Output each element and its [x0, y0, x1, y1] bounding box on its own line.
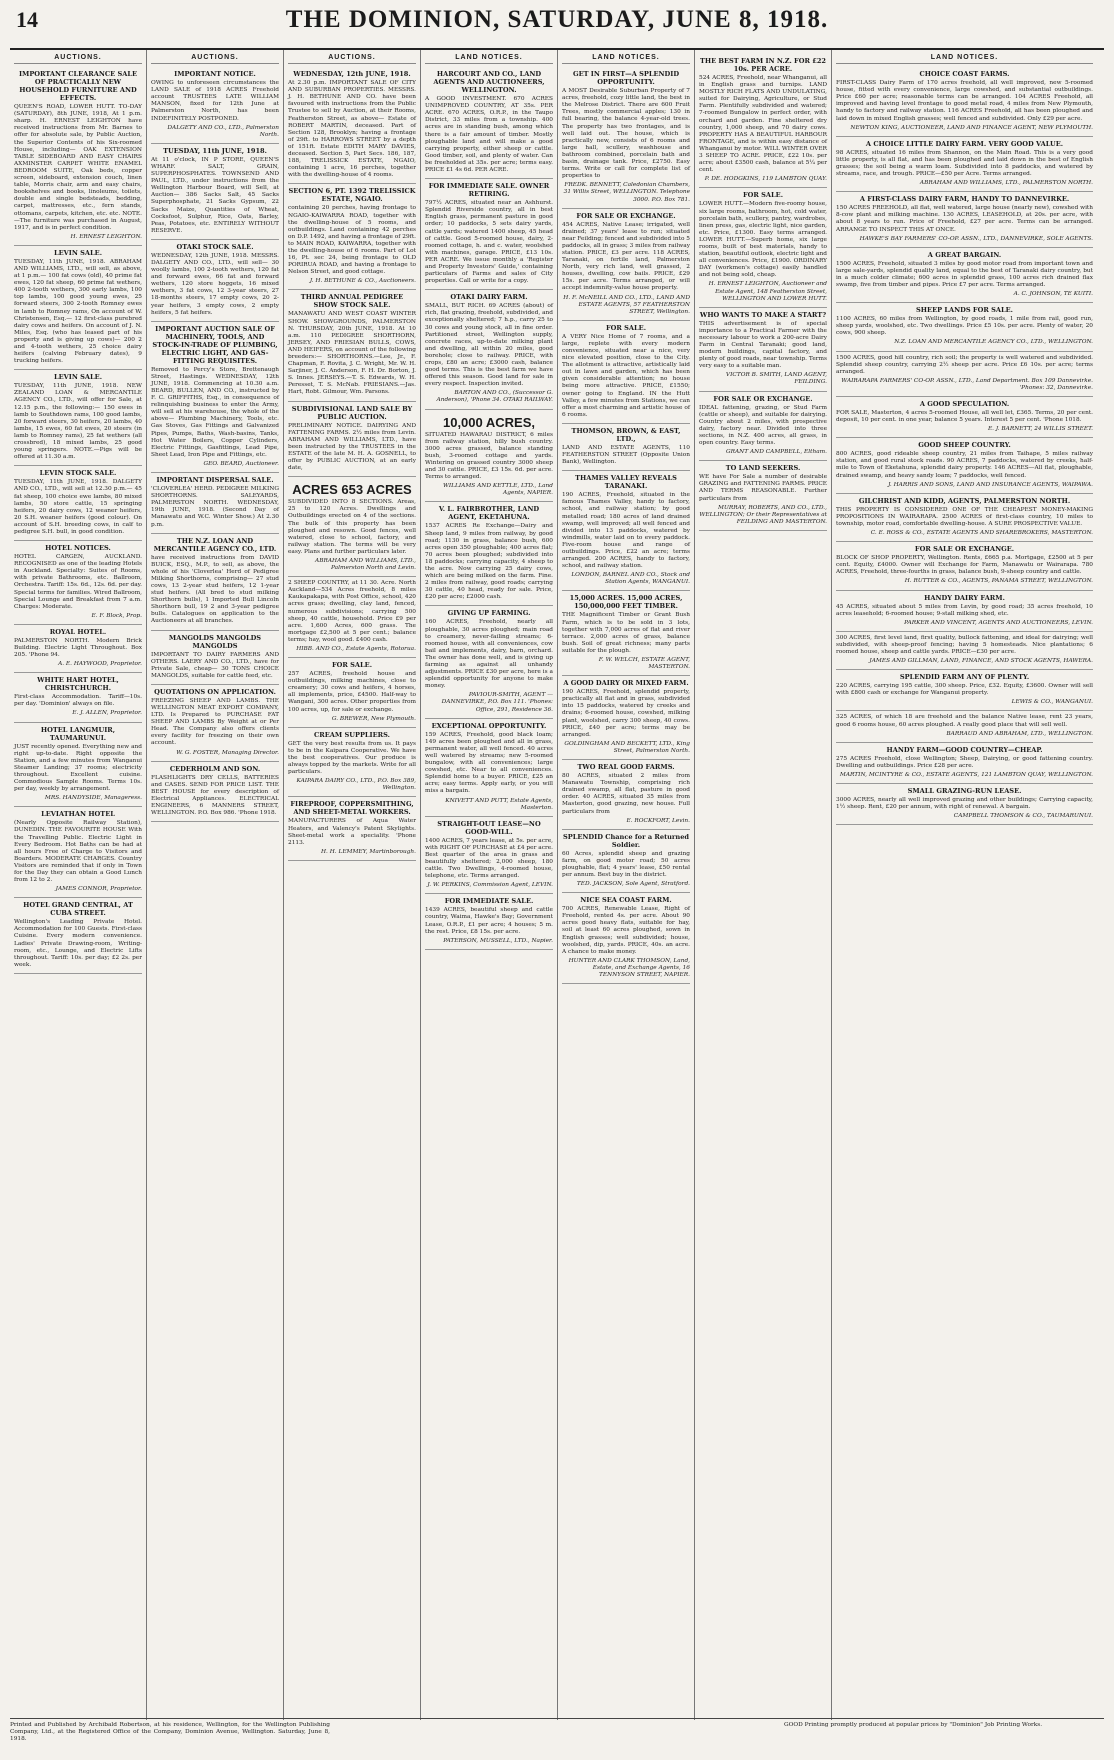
ad-title: WEDNESDAY, 12th JUNE, 1918. — [293, 70, 411, 79]
ad-signature: H. F. McNEILL AND CO., LTD., LAND AND ESTATE AGENTS, 57 FEATHERSTON STREET, Wellington. — [563, 294, 690, 315]
ad-body: WE have For Sale a number of desirable GRAZING and FATTENING FARMS. PRICE AND TERMS REASONABLE. Further particulars from — [699, 474, 827, 502]
ad-signature: WAIRARAPA FARMERS' CO-OP. ASSN., LTD., Land Department. Box 109 Dannevirke. 'Phones: 32, Dannevirke. — [841, 377, 1093, 391]
ad-title: STRAIGHT-OUT LEASE—NO GOOD-WILL. — [437, 819, 541, 836]
ad-body: MANAWATU AND WEST COAST WINTER SHOW. SHOWGROUNDS, PALMERSTON N. THURSDAY, 20th JUNE, 1918. At 10 a.m. 110 PEDIGREE SHORTHORN, JERSEY, AND FRIESIAN BULLS, COWS, AND HEIFERS, on account of the following breeders:— SHORTHORNS.—Lee, Jr., F. Chapman, F. Rovita, J. C. Wright, Mr. W. H. Sarjiner, J. C. Anderson, F. H. Dr. Borton, J. S. Innes. JERSEYS.—T. S. Edwards, W. H. Peresset, T. S. McNab. FRIESIANS.—Jas. Hart, Robt. Gilmour, Wm. Parsons. — [288, 311, 416, 396]
ad-body: 1500 ACRES, Freehold, situated 3 miles by good motor road from important town and large sale-yards, splendid quality land, equal to the best of Taranaki dairy country, but in a much colder climate; 600 acres in splendid grass, 100 acres rich drained flax swamp, five from timber and pipes. Price £7 per acre. Terms arranged. — [836, 260, 1093, 288]
ad-title: IMPORTANT AUCTION SALE OF MACHINERY, TOOLS, AND STOCK-IN-TRADE OF PLUMBING, ELECTRIC LIGHT, AND GAS-FITTING REQUISITES. — [152, 324, 278, 365]
advertisement — [288, 67, 416, 184]
ad-signature: GOLDINGHAM AND BECKETT, LTD., King Street, Palmerston North. — [564, 740, 690, 754]
advertisement — [151, 67, 279, 144]
ad-body: At 11 o'clock, IN P STORE, QUEEN'S WHARF. SALT, GRAIN, SUPERPHOSPHATES. TOWNSEND AND PAUL, LTD., under instructions from the Wellington Harbour Board, will Sell, at Auction— 386 Sacks Salt, 45 Sacks Superphosphate, 21 Sacks Gypsum, 22 Sacks Maize, Quantities of Wheat, Cocksfoot, Sulphur, Rice, Oats, Barley, Peas, Potatoes, etc. ENTIRELY WITHOUT RESERVE. — [151, 156, 279, 234]
ad-title: WHITE HART HOTEL, CHRISTCHURCH. — [37, 676, 119, 693]
ad-title: A GOOD SPECULATION. — [919, 400, 1010, 408]
ad-signature: F. W. WELCH, ESTATE AGENT, MASTERTON. — [598, 657, 690, 671]
ad-body: THE Magnificent Timber or Grant Bush Farm, which is to be sold in 3 lots, together with 7,000 acres of flat and river terrace. 2,000 acres of grass, balance bush. Soil of great richness; many parts suitable for the plough. — [562, 612, 690, 654]
ad-signature: WILLIAMS AND KETTLE, LTD., Land Agents, NAPIER. — [442, 483, 553, 497]
advertisement — [14, 673, 142, 722]
ad-body: LAND AND ESTATE AGENTS, 110 FEATHERSTON STREET (Opposite Union Bank), Wellington. — [562, 444, 690, 466]
advertisement — [425, 290, 553, 409]
ad-signature: NEWTON KING, AUCTIONEER, LAND AND FINANCE AGENT, NEW PLYMOUTH. — [850, 124, 1093, 131]
advertisement — [836, 438, 1093, 493]
ad-title: GET IN FIRST—A SPLENDID OPPORTUNITY. — [572, 70, 680, 87]
ad-body: SMALL, BUT RICH. 69 ACRES (about) of rich, flat grazing, freehold, subdivided, and exceptionally sheltered; 7 h.p., carry 25 to 30 cows and young stock, all in fine order. Partitioned street, Wellington supply, concrete races, up-to-date milking plant and dwelling, all within 20 miles, good borehole; close to railway. PRICE, with crops, £80 an acre; £3000 cash, balance good terms. This is the best farm we have offered this season. Good land for sale in every respect. Inspection invited. — [425, 303, 553, 388]
advertisement — [425, 179, 553, 290]
ad-title: IMPORTANT NOTICE. — [174, 70, 256, 79]
ad-signature: E. ROCKFORT, Levin. — [626, 817, 690, 824]
advertisement — [836, 591, 1093, 632]
ad-signature: KAIPARA DAIRY CO., LTD., P.O. Box 389, Wellington. — [296, 778, 416, 792]
ad-signature: MRS. HANDYSIDE, Manageress. — [44, 795, 142, 802]
ad-body: 190 ACRES, Freehold, splendid property, practically all flat and in grass, subdivided into 15 paddocks, watered by creeks and drains; 6-roomed house, cowshed, milking plant, woolshed, carry 300 sheep, 40 cows. PRICE, £40 per acre; terms may be arranged. — [562, 689, 690, 738]
advertisement — [562, 424, 690, 471]
ad-body: FOR SALE, Masterton, 4 acres 5-roomed House, all well let, £365. Terms, 20 per cent. deposit, 10 per cent. in one year, balance 5 years. Interest 5 per cent. 'Phone 1018. — [836, 410, 1093, 424]
ad-title: V. L. FAIRBROTHER, LAND AGENT, EKETAHUNA. — [438, 505, 540, 522]
ad-signature: E. J. BARNETT, 24 WILLIS STREET. — [987, 426, 1093, 433]
column-heading: LAND NOTICES. — [836, 54, 1093, 64]
ad-body: PALMERSTON NORTH. Modern Brick Building. Electric Light Throughout. Box 205. 'Phone 94. — [14, 637, 142, 659]
advertisement — [151, 473, 279, 534]
ad-title: THE N.Z. LOAN AND MERCANTILE AGENCY CO., LTD. — [153, 536, 277, 553]
column-1 — [10, 50, 147, 1720]
ad-title: 15,000 ACRES. 15,000 ACRES, 150,000,000 FEET TIMBER. — [569, 594, 683, 611]
ad-body: Removed to Percy's Store, Brettenaugh Street, Hastings. WEDNESDAY, 12th JUNE, 1918. Commencing at 10.30 a.m. BEARD, BULLEN, AND CO., instructed by F. C. GRIFFITHS, Esq., in consequence of relinquishing business to enter the Army, will sell at his warehouse, the whole of the above— Plumbing Machinery, Tools, etc. Gas Stoves, Gas Fittings and Galvanized Pipes, Pumps, Baths, Wash-basins, Tanks, Hot Water Boilers, Copper Cylinders, Electric Fittings, Gasfittings, Lead Pipe, Sheet Lead, Iron Pipe and Fittings, etc. — [151, 366, 279, 458]
advertisement — [562, 591, 690, 676]
ad-title: THOMSON, BROWN, & EAST, LTD., — [571, 426, 681, 443]
ad-title: TUESDAY, 11th JUNE, 1918. — [163, 146, 267, 155]
column-3 — [284, 50, 421, 1720]
ad-body: BLOCK OF SHOP PROPERTY, Wellington. Rents, £665 p.a. Mortgage, £2500 at 5 per cent. Equity, £4000. Owner will Exchange for Farm, Manawatu or Wairarapa. 780 ACRES, Freehold, three-fourths in grass, balance bush, 9-sheep country and cattle. — [836, 555, 1093, 576]
ad-title: TO LAND SEEKERS. — [725, 464, 801, 473]
ad-signature: PAVIOUR-SMITH, AGENT — DANNEVIRKE, P.O. Box 111. 'Phones: Office, 291, Residence 36. — [441, 692, 553, 713]
ad-title: CREAM SUPPLIERS. — [314, 730, 390, 739]
printing-ad: GOOD Printing promptly produced at popular prices by "Dominion" Job Printing Works. — [784, 1722, 1043, 1728]
ad-signature: J. HARRIS AND SONS, LAND AND INSURANCE AGENTS, WAIPAWA. — [888, 481, 1093, 488]
ad-body: SUBDIVIDED INTO 8 SECTIONS. Areas, 25 to 120 Acres. Dwellings and Outbuildings erected on 4 of the sections. The bulk of this property has been ploughed and resown. Good fences, well watered, close to school, factory, and railway station. The terms will be very easy. Plans and further particulars later. — [288, 499, 416, 555]
advertisement — [425, 894, 553, 949]
ad-body: THIS PROPERTY IS CONSIDERED ONE OF THE CHEAPEST MONEY-MAKING PROPOSITIONS IN WAIRARAPA. 2500 ACRES of first-class country, 10 miles to township, motor road, comfortable dwelling-house. A SURE PROSPECTIVE VALUE. — [836, 506, 1093, 527]
ad-title: A GOOD DAIRY OR MIXED FARM. — [563, 679, 689, 688]
ad-body: 797½ ACRES, situated near an Ashhurst. Splendid Riverside country, all in best English grass, permanent pasture in good order; 10 paddocks, 5 sets dairy yards, cattle yards; watered 1400 sheep, 45 head of cattle. Good 5-roomed house, dairy, 2-roomed cottage, h. and c. water, woolshed with machines, garage. PRICE, £13 10s. PER ACRE. We issue monthly a 'Register and Property Investors' Guide,' containing particulars of Farms and sales of City properties. Call or write for a copy. — [425, 200, 553, 285]
ad-title: HANDY FARM—GOOD COUNTRY—CHEAP. — [886, 745, 1043, 754]
ad-signature: W. G. FOSTER, Managing Director. — [176, 749, 279, 756]
ad-headline: ACRES 653 ACRES — [292, 482, 412, 498]
ad-title: IMPORTANT CLEARANCE SALE OF PRACTICALLY NEW HOUSEHOLD FURNITURE AND EFFECTS. — [18, 70, 138, 103]
ad-body: 1100 ACRES, 60 miles from Wellington, by good roads, 1 mile from rail, good run, sheep yards, woolshed, etc. Two dwellings. Price £5 10s. per acre. Plenty of water, 20 cows, 900 sheep. — [836, 316, 1093, 337]
ad-body: A GOOD INVESTMENT. 670 ACRES UNIMPROVED COUNTRY, AT 35s. PER ACRE. 670 ACRES, O.R.P., in the Taupo District, 33 miles from a township. 400 acres are in standing bush, among which there is a fair amount of timber. Mostly ploughable land and will make a good carrying property, either sheep or cattle. Good timber, soil, and plenty of water. Can be freeholded at 35s. per acre; terms easy. PRICE £1 4s 6d. PER ACRE. — [425, 96, 553, 174]
ad-signature: J. H. BETHUNE & CO., Auctioneers. — [309, 278, 416, 285]
ad-body: (Nearly Opposite Railway Station), DUNEDIN. THE FAVOURITE HOUSE With the Travelling Public. Electric Light in Every Bedroom. Hot Baths can be had at all hours Free of Charge to Visitors and Boarders. MODERATE CHARGES. Country Visitors are reminded that if only in Town for the Day they can obtain a Good Lunch from 12 to 2. — [14, 820, 142, 884]
ad-signature: H. H. LEMMEY, Martinborough. — [321, 848, 416, 855]
ad-body: At 2.30 p.m. IMPORTANT SALE OF CITY AND SUBURBAN PROPERTIES. MESSRS. J. H. BETHUNE AND CO. have been favoured with instructions from the Public Trustee to sell by Auction, at their Rooms, Featherston Street, as above— Estate of ROBERT MARTIN, deceased. Part of Section 128, Brooklyn; having a frontage of 29ft. to HARROWS STREET by a depth of 151ft. Estate EDITH MARY DAVIES, deceased. Section 5, Part Secs. 186, 187, 188, TRELISSICK ESTATE, NGAIO, containing 1 acre, 16 perches, together with the dwelling-house of 4 rooms. — [288, 80, 416, 179]
advertisement — [836, 397, 1093, 438]
ad-signature: JAMES CONNOR, Proprietor. — [55, 886, 142, 893]
ad-body: containing 20 perches, having frontage to NGAIO-KAIWARRA ROAD, together with the dwelling-house of 5 rooms, and outbuildings. Land containing 42 perches on D.P. 1492, and having a frontage of 29ft. to MAIN ROAD, KAIWARRA, together with the dwelling-house of 6 rooms. Part of Lot 16, Pt. sec 24, being frontage to OLD PORIRUA ROAD, and having a frontage to Nelson Street, and good cottage. — [288, 205, 416, 276]
advertisement — [288, 290, 416, 401]
ad-signature: TED. JACKSON, Sole Agent, Stratford. — [576, 881, 690, 888]
column-5 — [558, 50, 695, 1720]
ad-body: FLASHLIGHTS DRY CELLS, BATTERIES and CASES. SEND FOR PRICE LIST. THE BEST HOUSE for every description of Electrical Appliances. ELECTRICAL ENGINEERS, 6 MANNERS STREET, WELLINGTON. P.O. Box 986. 'Phone 1918. — [151, 774, 279, 817]
ad-signature: G. BREWER, New Plymouth. — [331, 715, 416, 722]
ad-title: LEVIN STOCK SALE. — [39, 469, 117, 478]
advertisement — [699, 392, 827, 462]
column-2 — [147, 50, 284, 1720]
advertisement — [425, 67, 553, 179]
advertisement — [836, 248, 1093, 303]
ad-body: IMPORTANT TO DAIRY FARMERS AND OTHERS. LAERY AND CO., LTD., have for Private Sale, cheap— 30 TONS CHOICE MANGOLDS, suitable for cattle feed, etc. — [151, 651, 279, 679]
ad-body: 454 ACRES, Native Lease; irrigated, well drained; 37 years' lease to run; situated near Feilding; fenced and subdivided into 5 paddocks, all in grass; 3 miles from railway station. PRICE, £3 per acre. 118 ACRES, Taranaki, on fertile land, Palmerston North, very rich land, well grassed, 2 houses, dwelling, cow bails. PRICE, £29 15s. per acre. Terms arranged, or will accept indemnity-value house property. — [562, 221, 690, 292]
ad-title: THAMES VALLEY REVEALS TARANAKI. — [575, 474, 677, 491]
ad-title: GIVING UP FARMING. — [447, 609, 531, 618]
ad-title: A CHOICE LITTLE DAIRY FARM. VERY GOOD VALUE. — [865, 139, 1064, 148]
ad-body: FREEZING SHEEP AND LAMBS. THE WELLINGTON MEAT EXPORT COMPANY, LTD. Is Prepared to PURCHASE FAT SHEEP AND LAMBS By Weight at or Per Head. The Company also offers clients every facility for freezing on their own account. — [151, 697, 279, 747]
ad-title: CHOICE COAST FARMS. — [919, 70, 1010, 79]
advertisement — [699, 54, 827, 188]
ad-title: A FIRST-CLASS DAIRY FARM, HANDY TO DANNEVIRKE. — [859, 195, 1070, 204]
ad-title: SECTION 6, PT. 1392 TRELISSICK ESTATE, NGAIO. — [288, 187, 416, 204]
ad-body: TUESDAY, 11th JUNE, 1918. DALGETY AND CO., LTD., will sell at 12.30 p.m.— 45 fat sheep, 100 choice ewe lambs, 80 mixed lambs, 50 store cattle, 15 springing heifers, 20 dairy cows, 12 weaner heifers, 20 S.H. weaner heifers (good colour). On account of S.H. breeding cows, in calf to pedigree S.H. bull, in good condition. — [14, 479, 142, 535]
ad-body: HOTEL CARGEN, AUCKLAND. RECOGNISED as one of the leading Hotels in Auckland. Specialty: Suites of Rooms, with private Bathrooms, etc. Ballroom, Orchestra. Tariff: 15s. 6d., 12s. 6d. per day. Special terms for families. Wired Ballroom, Special Lounge and Breakfast from 7 a.m. Charges: Moderate. — [14, 554, 142, 610]
advertisement — [562, 676, 690, 760]
ad-title: GOOD SHEEP COUNTRY. — [918, 441, 1011, 450]
advertisement — [288, 728, 416, 798]
column-heading: AUCTIONS. — [14, 54, 142, 64]
ad-signature: GEO. BEARD, Auctioneer. — [203, 460, 279, 467]
advertisement — [836, 494, 1093, 542]
ad-title: CEDERHOLM AND SON. — [169, 764, 261, 773]
imprint-text: Printed and Published by Archibald Robertson, at his residence, Wellington, for the Wellington Publishing Company, Ltd., at the Registered Office of the Company, Dominion Avenue, Wellington. Saturday, June 8, 1918. — [10, 1722, 330, 1742]
ad-signature: FREDK. BENNETT, Caledonian Chambers, 31 Willis Street, WELLINGTON. Telephone 3000. P.O. Box 781. — [563, 182, 690, 203]
ad-title: HARCOURT AND CO., LAND AGENTS AND AUCTIONEERS, WELLINGTON. — [433, 70, 545, 95]
advertisement — [14, 246, 142, 370]
ad-title: SPLENDID Chance for a Returned Soldier. — [563, 832, 689, 849]
ad-body: TUESDAY, 11th JUNE, 1918. NEW ZEALAND LOAN & MERCANTILE AGENCY CO., LTD., will offer for Sale, at 12.15 p.m., the following:— 150 ewes in lamb to Southdown rams, 100 good lambs, 20 forward steers, 30 heifers, 20 lambs, 40 lambs, 15 ewes, 60 fat ewes, 20 steers (in lamb to Romney rams), 25 fat wethers (all crossbred), 18 mixed lambs, 25 good young springers. NOTE.—Pigs will be offered at 11.30 a.m. — [14, 383, 142, 461]
advertisement — [562, 830, 690, 893]
ad-title: HOTEL LANGMUIR, TAUMARUNUI. — [40, 725, 116, 742]
advertisement — [151, 144, 279, 240]
advertisement — [836, 542, 1093, 590]
column-heading: AUCTIONS. — [288, 54, 416, 64]
ad-body: 220 ACRES, carrying 195 cattle, 300 sheep. Price, £32. Equity, £3600. Owner will sell with £800 cash or exchange for Wanganui property. — [836, 683, 1093, 697]
advertisement — [836, 670, 1093, 711]
ad-title: A GREAT BARGAIN. — [927, 250, 1002, 259]
columns-container — [10, 50, 1104, 1720]
ad-title: NICE SEA COAST FARM. — [580, 896, 672, 905]
page-footer — [10, 1718, 1104, 1750]
ad-signature: C. E. ROSS & CO., ESTATE AGENTS AND SHAREBROKERS, MASTERTON. — [870, 530, 1093, 537]
advertisement — [836, 743, 1093, 784]
column-7 — [832, 50, 1097, 1720]
advertisement — [425, 606, 553, 718]
ad-body: 159 ACRES, Freehold, good black loam; 149 acres been ploughed and all in grass, permanent water, all well fenced. 40 acres well watered by streams; new 5-roomed bungalow, with all conveniences; large cowshed, etc. Near to all conveniences. Splendid home to a buyer. PRICE, £25 an acre; easy terms. Apply early, or you will miss a bargain. — [425, 731, 553, 795]
advertisement — [14, 466, 142, 541]
ad-body: GET the very best results from us. It pays to be in the Kaipara Cooperative. We have the best cooperatives. Our produce is always topped by the markets. Write for all particulars. — [288, 740, 416, 776]
column-4 — [421, 50, 558, 1720]
advertisement — [151, 762, 279, 823]
advertisement — [288, 477, 416, 577]
ad-title: HANDY DAIRY FARM. — [924, 593, 1005, 602]
ad-signature: BARTON AND CO., (Successor G. Anderson), 'Phone 34. OTAKI RAILWAY. — [436, 390, 553, 404]
advertisement — [562, 471, 690, 591]
ad-signature: N.Z. LOAN AND MERCANTILE AGENCY CO., LTD., WELLINGTON. — [894, 339, 1093, 346]
ad-title: HOTEL GRAND CENTRAL, AT CUBA STREET. — [23, 901, 133, 918]
ad-title: FOR IMMEDIATE SALE. — [444, 897, 534, 906]
ad-title: SHEEP LANDS FOR SALE. — [916, 306, 1013, 315]
column-heading: LAND NOTICES. — [562, 54, 690, 64]
advertisement — [699, 308, 827, 392]
ad-signature: ABRAHAM AND WILLIAMS, LTD., PALMERSTON NORTH. — [919, 180, 1093, 187]
advertisement — [699, 461, 827, 531]
ad-title: FOR SALE OR EXCHANGE. — [576, 211, 676, 220]
advertisement — [836, 137, 1093, 192]
ad-body: 325 ACRES, of which 18 are freehold and the balance Native lease, rent 23 years, good 6 rooms house, 60 acres ploughed. A really good place that will sell well. — [836, 714, 1093, 728]
ad-signature: J. W. PERKINS, Commission Agent, LEVIN. — [427, 882, 553, 889]
advertisement — [425, 817, 553, 895]
ad-body: 700 ACRES, Renewable Lease, Right of Freehold, rented 4s. per acre. About 90 acres good heavy flats, suitable for hay, soil at least 60 acres ploughed, sown in English grasses; well subdivided; house, woolshed, dip, yards. PRICE, 40s. an acre. A chance to make money. — [562, 906, 690, 955]
ad-body: 60 Acres, splendid sheep and grazing farm, on good motor road; 50 acres ploughable, flat; 4 years' lease, £50 rental per annum. Best buy in the district. — [562, 850, 690, 878]
ad-title: LEVIN SALE. — [53, 373, 103, 382]
advertisement — [151, 322, 279, 473]
ad-body: Wellington's Leading Private Hotel. Accommodation for 100 Guests. First-class Cuisine. Every modern convenience. Ladies' Private Drawing-room, Writing-room, etc., Lounge, and Electric Lifts throughout. Tariff: 10s. per day; £2 2s. per week. — [14, 919, 142, 968]
column-heading: AUCTIONS. — [151, 54, 279, 64]
advertisement — [14, 807, 142, 898]
ad-signature: LONDON, BARNEL AND CO., Stock and Station Agents, WANGANUI. — [571, 572, 690, 586]
ad-title: HOTEL NOTICES. — [45, 544, 111, 553]
ad-signature: DALGETY AND CO., LTD., Palmerston North. — [167, 124, 279, 138]
ad-body: 800 ACRES, good rideable sheep country, 21 miles from Taihape, 5 miles railway station, and good rural stock roads. 90 ACRES, 7 paddocks, watered by creeks, half-mile to Town of Eketahuna, splendid dairy property. 146 ACRES—All flat, ploughable, drained swamp, and heavy sandy loam; 7 paddocks, well fenced. — [836, 451, 1093, 479]
ad-body: JUST recently opened. Everything new and right up-to-date. Right opposite the Station, and a few minutes from Wanganui Steamer Landing; 37 rooms; electricity throughout. Excellent cuisine. Commodious Sample Rooms. Terms 10s. per day, weekly by arrangement. — [14, 743, 142, 793]
ad-signature: GRANT AND CAMPBELL, Eltham. — [726, 449, 827, 456]
advertisement — [699, 188, 827, 307]
ad-body: QUEEN'S ROAD, LOWER HUTT. TO-DAY (SATURDAY), 8th JUNE, 1918, At 1 p.m. sharp. H. ERNEST LEIGHTON have received instructions from Mr. Barnes to offer for absolute sale, by Public Auction, the Superior Contents of his Six-roomed House, including— OAK EXTENSION TABLE SIDEBOARD AND EASY CHAIRS AXMINSTER CARPET WHITE ENAMEL BEDROOM SUITE, Oak beds, copper screen, sideboard, extension couch, linen table, Morris chair, arm and easy chairs, bookshelves and books, linoleums, toilets, double and single bedsteads, bedding, carpet, mattresses, etc., fern stands, ottomans, carpets, kitchen, etc. etc. NOTE.—The furniture was purchased in August, 1917, and is in perfect condition. — [14, 104, 142, 231]
ad-signature: MURRAY, ROBERTS, AND CO., LTD., WELLINGTON; Or their Representatives at FEILDING AND MASTERTON. — [699, 504, 827, 525]
ad-title: SPLENDID FARM ANY OF PLENTY. — [899, 673, 1030, 682]
ad-signature: LEWIS & CO., WANGANUI. — [1011, 699, 1093, 706]
ad-title: IMPORTANT DISPERSAL SALE. — [156, 476, 274, 485]
advertisement — [836, 711, 1093, 742]
advertisement — [288, 658, 416, 728]
advertisement — [14, 541, 142, 625]
advertisement — [14, 625, 142, 673]
advertisement — [425, 719, 553, 817]
advertisement — [562, 321, 690, 424]
ad-signature: H. ERNEST LEIGHTON, Auctioneer and Estate Agent, 148 Featherston Street, WELLINGTON AND LOWER HUTT. — [708, 281, 827, 302]
masthead — [10, 6, 1104, 50]
ad-title: TWO REAL GOOD FARMS. — [577, 763, 675, 772]
ad-title: MANGOLDS MANGOLDS MANGOLDS — [168, 633, 262, 650]
advertisement — [151, 631, 279, 685]
ad-signature: A. E. HAYWOOD, Proprietor. — [58, 661, 142, 668]
ad-title: OTAKI STOCK SALE. — [176, 242, 254, 251]
ad-signature: H. RUTTER & CO., AGENTS, PANAMA STREET, WELLINGTON. — [904, 578, 1093, 585]
ad-body: have received instructions from DAVID BUICK, ESQ., M.P., to sell, as above, the whole of his 'Cloverlea' Herd of Pedigree Milking Shorthorns, comprising— 27 stud cows, 13 2-year stud heifers, 12 1-year stud heifers. (All bred to stud milking Shorthorn bulls), 1 Imported Bull Lincoln Shorthorn bull, 19 2 and 3-year pedigree bulls. Catalogues on application to the Auctioneers at all branches. — [151, 554, 279, 625]
ad-body: SITUATED HAWARAU DISTRICT, 6 miles from railway station, hilly bush country. 3000 acres grassed, balance standing bush, 3-roomed cottage and yards. Wintering on grassed country 3000 sheep and 30 cattle. PRICE, £3 15s. 6d. per acre. Terms to arranged. — [425, 431, 553, 481]
ad-body: THIS advertisement is of special importance to a Practical Farmer with the necessary labour to work a 200-acre Dairy Farm in Central Taranaki; good land, modern buildings, capital factory, and plenty of good roads, near township. Terms very easy to a suitable man. — [699, 320, 827, 370]
advertisement — [14, 898, 142, 974]
ad-signature: JAMES AND GILLMAN, LAND, FINANCE, AND STOCK AGENTS, HAWERA. — [869, 658, 1093, 665]
ad-body: 300 ACRES, first level land, first quality, bullock fattening, and ideal for dairying; well subdivided, with sheep-proof fencing; having 5 homesteads. Nice plantations; 6 roomed house, sheep and cattle yards. PRICE—£30 per acre. — [836, 634, 1093, 655]
ad-title: OTAKI DAIRY FARM. — [450, 293, 528, 302]
advertisement — [562, 67, 690, 209]
ad-body: 98 ACRES, situated 16 miles from Shannon, on the Main Road. This is a very good little property, is all flat, and has been ploughed and laid down in the best of English grasses; the soil being a warm loam. Subdivided into 8 paddocks, and watered by streams, race, and trough. PRICE—£50 per Acre. Terms arranged. — [836, 149, 1093, 178]
advertisement — [14, 723, 142, 808]
ad-title: QUOTATIONS ON APPLICATION. — [154, 687, 276, 696]
advertisement — [151, 685, 279, 762]
ad-body: A MOST Desirable Suburban Property of 7 acres, freehold, cozy little land, the best in the Melrose District. There are 600 Fruit Trees, mostly commercial apples; 130 in full bearing, the balance 4-year-old trees. The property has two frontages, and is well laid out. The house, which is practically new, consists of 6 rooms and large hall, scullery, washhouse and bathroom combined, porcelain bath and basin, drainage tank. Price, £2750. Easy terms. Write or call for complete list of properties to — [562, 88, 690, 180]
advertisement — [562, 893, 690, 984]
ad-title: FOR SALE OR EXCHANGE. — [914, 545, 1015, 554]
advertisement — [288, 797, 416, 860]
advertisement — [836, 67, 1093, 137]
column-heading: LAND NOTICES. — [425, 54, 553, 64]
ad-body: OWING to unforeseen circumstances the LAND SALE of 1918 ACRES Freehold account TRUSTEES LATE WILLIAM MANSON, fixed for 12th June at Palmerston North, has been INDEFINITELY POSTPONED. — [151, 80, 279, 122]
ad-signature: PATERSON, MUSSELL, LTD., Napier. — [443, 937, 553, 944]
ad-title: SMALL GRAZING-RUN LEASE. — [907, 787, 1022, 795]
ad-title: SUBDIVISIONAL LAND SALE BY PUBLIC AUCTION. — [291, 404, 413, 421]
advertisement — [425, 502, 553, 606]
ad-signature: E. F. Block, Prop. — [91, 612, 142, 619]
ad-body: 160 ACRES, Freehold, nearly all ploughable, 30 acres ploughed; main road to creamery, never-failing streams; 6-roomed house, with all conveniences, cow bail and implements, dairy, barn, orchard. The owner has done well, and is giving up farming as against all unhandy adjustments. PRICE £30 per acre, here is a splendid opportunity for anyone to make money. — [425, 619, 553, 690]
ad-signature: HUNTER AND CLARK THOMSON, Land, Estate, and Exchange Agents, 16 TENNYSON STREET, NAPIER. — [568, 957, 690, 978]
ad-signature: MARTIN, MCINTYRE & CO., ESTATE AGENTS, 121 LAMBTON QUAY, WELLINGTON. — [839, 771, 1093, 778]
ad-body: 45 ACRES, situated about 5 miles from Levin, by good road; 35 acres freehold, 10 acres leasehold; 6-roomed house; 9-stall milking shed, etc. — [836, 603, 1093, 617]
ad-signature: P. DE. HODGKINS, 119 LAMBTON QUAY. — [704, 176, 827, 183]
ad-title: LEVIN SALE. — [53, 248, 103, 257]
ad-body: First-class Accommodation. Tariff—10s. per day. 'Dominion' always on file. — [14, 694, 142, 708]
ad-body: IDEAL fattening, grazing, or Stud Farm (cattle or sheep), and suitable for dairying. Country about 2 miles, with prospective dairy, factory near. Divided into three sections, in N.Z. 400 acres, all grass, in open country. Easy terms. — [699, 404, 827, 447]
ad-title: WHO WANTS TO MAKE A START? — [699, 310, 827, 319]
advertisement — [562, 209, 690, 321]
advertisement — [288, 184, 416, 290]
ad-title: FOR SALE OR EXCHANGE. — [713, 394, 813, 403]
ad-body: MANUFACTURERS of Aqua Water Heaters, and Valency's Patent Skylights. Sheet-metal work a speciality. 'Phone 2113. — [288, 818, 416, 846]
advertisement — [562, 760, 690, 830]
advertisement — [14, 370, 142, 466]
ad-signature: KNIVETT AND PUTT, Estate Agents, Masterton. — [445, 797, 553, 811]
ad-title: FOR SALE. — [331, 661, 373, 670]
advertisement — [151, 240, 279, 322]
ad-body: 1439 ACRES, beautiful sheep and cattle country, Waima, Hawke's Bay; Government Lease, O.R.P., £1 per acre; 4 houses; 5 m. the rest. Price, £8 15s. per acre. — [425, 907, 553, 935]
ad-signature: CAMPBELL THOMSON & CO., TAUMARUNUI. — [953, 813, 1093, 820]
advertisement — [836, 303, 1093, 351]
ad-title: FOR SALE. — [605, 323, 647, 332]
column-6 — [695, 50, 832, 1720]
ad-body: 257 ACRES, freehold house and outbuildings, milking machines, close to creamery; 30 cows and heifers, 4 horses, all implements, price, £4500. Half-way to Wangani, 300 acres. Other properties from 100 acres, up, for sale or exchange. — [288, 671, 416, 713]
ad-signature: PARKER AND VINCENT, AGENTS AND AUCTIONEERS, LEVIN. — [904, 619, 1093, 626]
ad-body: 1500 ACRES, good hill country, rich soil; the property is well watered and subdivided. Splendid sheep country, carrying 2½ sheep per acre. Price £6 10s. per acre; terms arranged. — [836, 354, 1093, 375]
ad-signature: ABRAHAM AND WILLIAMS, LTD., Palmerston North and Levin. — [315, 557, 416, 572]
newspaper-title: THE DOMINION, SATURDAY, JUNE 8, 1918. — [285, 6, 829, 33]
ad-body: TUESDAY, 11th JUNE, 1918. ABRAHAM AND WILLIAMS, LTD., will sell, as above, at 1 p.m.— 100 fat cows (old), 40 prime fat ewes, 120 fat sheep, 60 prime fat wethers, 400 2-tooth wethers, 300 early lambs, 100 top lambs, 100 good young ewes, 25 forward steers, 300 2-tooth Romney ewes in lamb to Romney rams, On account of W. Christensen, Esq.— 12 first-class purebred dairy cows and heifers. On account of J. N. Miles, Esq. (who has leased part of his property and is giving up cows)— 200 2 and 4-tooth wethers, 25 choice dairy heifers (calving February dates), 9 trucking heifers. — [14, 258, 142, 365]
ad-body: 275 ACRES Freehold, close Wellington; Sheep, Dairying, or good fattening country. Dwelling and outbuildings. Price £28 per acre. — [836, 755, 1093, 769]
ad-body: PRELIMINARY NOTICE. DAIRYING AND FATTENING FARMS. 2½ miles from Levin. ABRAHAM AND WILLIAMS, LTD., have been instructed by the TRUSTEES in the ESTATE of the late M. H. A. GOSNELL, to offer by PUBLIC AUCTION, at an early date, — [288, 422, 416, 472]
ad-title: FOR IMMEDIATE SALE. OWNER RETIRING. — [428, 182, 550, 199]
ad-body: A VERY Nice Home of 7 rooms, and a large, replete with every modern convenience, situated near a nice, very nice elevated position, close to the City. The allotment is attractive, artistically laid out in lawn and garden, which has been given considerable attention; no house being more attractive. PRICE, £1550; owner going to England. IN the Hutt Valley, a few minutes from Stations, we can offer a most charming and artistic house of 6 rooms. — [562, 333, 690, 418]
ad-body: LOWER HUTT.—Modern five-roomy house, six large rooms, bathroom, hot, cold water, porcelain bath, scullery, pantry, wardrobes, linen press, gas, electric light, nice garden, etc. Price, £1300. Easy terms arranged. LOWER HUTT.—Superb home, six large rooms, built of best materials, handy to station, beautiful outlook, electric light and all conveniences. Price, £1900. ORDINARY DAY (workmen's cottage) easily handled and not being sold, cheap. — [699, 201, 827, 279]
advertisement — [288, 402, 416, 478]
ad-body: 190 ACRES, Freehold, situated in the famous Thames Valley, handy to factory, school, and railway station; by good metalled road; 180 acres of land drained swamp, well improved; all well fenced and divided into 13 paddocks, watered by windmills, water laid on to every paddock. Five-room house and range of outbuildings. Price, £22 an acre; terms arranged. 200 ACRES, handy to factory, school, and railway station. — [562, 492, 690, 570]
ad-title: THE BEST FARM IN N.Z. FOR £22 10s. PER ACRE. — [699, 57, 827, 73]
ad-body: 3000 ACRES, nearly all well improved grazing and other buildings; Carrying capacity, 1½ sheep. Rent, £20 per annum, with right of renewal. A bargain. — [836, 797, 1093, 811]
ad-signature: VICTOR B. SMITH, LAND AGENT, FEILDING. — [725, 372, 827, 386]
ad-body: 'CLOVERLEA' HERD. PEDIGREE MILKING SHORTHORNS. SALEYARDS, PALMERSTON NORTH. WEDNESDAY, 19th JUNE, 1918. (Second Day of Manawatu and W.C. Winter Show.) At 2.30 p.m. — [151, 486, 279, 528]
ad-body: 80 ACRES, situated 2 miles from Manawatu Township, comprising rich drained swamp, all flat, pasture in good order. 40 ACRES, situated 35 miles from Masterton, good grazing, new house. Full particulars from — [562, 773, 690, 815]
ad-headline: 10,000 ACRES, — [442, 414, 535, 430]
ad-title: ROYAL HOTEL. — [49, 627, 107, 636]
ad-signature: E. J. ALLEN, Proprietor. — [72, 710, 142, 717]
ad-body: 524 ACRES, Freehold, near Whanganui, all in English grass and turnips. LAND MOSTLY RICH FLATS AND UNDULATING, suited for Dairying, Agriculture, or Stud Farm. Plentifully subdivided and watered; 7-roomed Bungalow in perfect order, with orchard and garden. Fine sheltered dry country, 1,000 sheep, and 70 dairy cows. PROPERTY HAS A BEAUTIFUL HARBOUR FRONTAGE, and is within easy distance of Whanganui by motor. WILL WINTER OVER 3 SHEEP TO ACRE. PRICE, £22 10s. per acre; about £3500 cash, balance at 5¼ per cent. — [699, 75, 827, 174]
ad-title: FOR SALE. — [742, 191, 784, 200]
ad-title: EXCEPTIONAL OPPORTUNITY. — [431, 721, 547, 730]
ad-signature: HIBB. AND CO., Estate Agents, Rotorua. — [296, 646, 416, 652]
advertisement — [151, 534, 279, 631]
ad-title: FIREPROOF, COPPERSMITHING, AND SHEET-METAL WORKERS. — [290, 800, 414, 817]
page-number: 14 — [16, 7, 38, 32]
ad-title: THIRD ANNUAL PEDIGREE SHOW STOCK SALE. — [300, 293, 404, 310]
advertisement — [836, 784, 1093, 825]
ad-signature: A. C. JOHNSON, TE KUITI. — [1013, 291, 1093, 298]
ad-signature: BARRAUD AND ABRAHAM, LTD., WELLINGTON. — [946, 730, 1093, 737]
ad-signature: HAWKE'S BAY FARMERS' CO-OP. ASSN., LTD., DANNEVIRKE, SOLE AGENTS. — [859, 235, 1093, 242]
ad-signature: H. ERNEST LEIGHTON. — [70, 233, 142, 240]
ad-title: GILCHRIST AND KIDD, AGENTS, PALMERSTON NORTH. — [858, 496, 1071, 505]
ad-title: LEVIATHAN HOTEL — [41, 810, 115, 819]
advertisement — [836, 192, 1093, 247]
advertisement — [836, 352, 1093, 397]
ad-body: 1537 ACRES Re Exchange—Dairy and Sheep land, 9 miles from railway, by good road; 1130 in grass, balance bush, 600 acres open 350 ploughable; 400 acres flat; 70 acres been ploughed; subdivided into 18 paddocks; carrying capacity, 4 sheep to the acre. Now carrying 25 dairy cows, which are being milked on the farm. Fine. 2 miles from railway, good roads; carrying 30 cattle, 40 head, ready for sale. Price, £20 per acre; £2000 cash. — [425, 523, 553, 601]
advertisement — [836, 632, 1093, 670]
advertisement — [288, 577, 416, 658]
ad-body: 1400 ACRES, 7 years lease, at 5s. per acre, with RIGHT OF PURCHASE at £4 per acre. Best quarter of the area in grass and beautifully sheltered; 2,000 sheep, 180 cattle. Two Dwellings, 4-roomed house, telephone, etc. Terms arranged. — [425, 837, 553, 880]
advertisement — [14, 67, 142, 246]
ad-body: 150 ACRES FREEHOLD, all flat, well watered, large house (nearly new), cowshed with 8-cow plant and milking machine. 130 ACRES, LEASEHOLD, at 20s. per acre, with about 8 years to run. Price of Freehold, £27 per acre. Terms can be arranged. ARRANGE TO INSPECT THIS AT ONCE. — [836, 205, 1093, 233]
ad-body: FIRST-CLASS Dairy Farm of 170 acres freehold, all well improved, new 5-roomed house, fitted with every convenience, large cowshed, and substantial outbuildings. Price £60 per acre; reasonable terms can be arranged. 104 ACRES Freehold, all improved and having level frontage to good metal road, 4 miles from New Plymouth, handy to factory and railway station. 116 ACRES Freehold, all has been ploughed and laid down in mixed English grasses; well fenced and subdivided. Only £29 per acre. — [836, 80, 1093, 122]
advertisement — [425, 410, 553, 503]
ad-body: WEDNESDAY, 12th JUNE, 1918. MESSRS. DALGETY AND CO., LTD., will sell— 30 woolly lambs, 100 2-tooth wethers, 120 fat and forward ewes, 66 fat and forward wethers, 120 store hoggets, 16 mixed wethers, 3 fat cows, 12 3-year steers, 27 18-months steers, 17 empty cows, 20 2-year heifers, 3 empty cows, 2 empty heifers, 5 fat heifers. — [151, 252, 279, 316]
ad-body: 2 SHEEP COUNTRY, at 11 30. Acre. North Auckland—534 Acres freehold, 8 miles Kaukapakapa, with Post Office, school, 420 acres grass; dwelling, clay land, fenced, numerous subdivisions; carrying 500 sheep, 40 cattle, household. Price £9 per acre. 1,600 Acres, 600 grass. The mortgage £2,500 at 5 per cent.; balance terms; hay, wool good. £400 cash. — [288, 580, 416, 643]
